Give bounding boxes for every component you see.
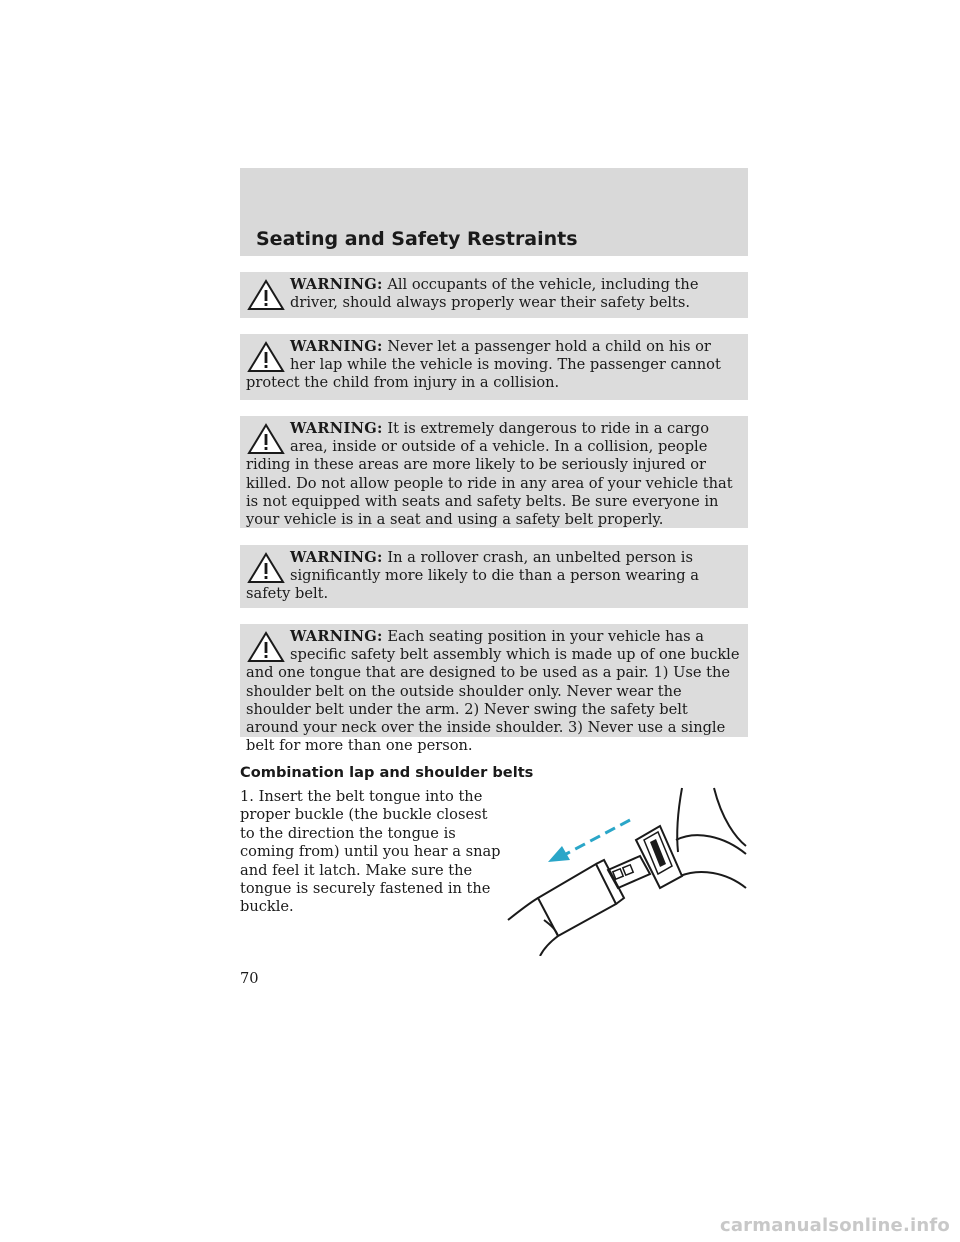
warning-label: WARNING: [290,549,383,566]
warning-text: Each seating position in your vehicle has a specific safety belt assembly which is made up of one buckle and one tongue that are designed to be used as a pair. 1) Use the shoulder belt on the outside shoulder only. Never wear the shoulder belt under the arm. 2) Never swing the safety belt around your neck over the inside shoulder. 3) Never use a single belt for more than one person. [246,628,740,755]
page-number: 70 [240,970,259,987]
step-1-text: 1. Insert the belt tongue into the proper buckle (the buckle closest to the direction the tongue is coming from) until you hear a snap and feel it latch. Make sure the tongue is securely fastened in the buckle. [240,788,501,916]
warning-label: WARNING: [290,628,383,645]
warning-label: WARNING: [290,338,383,355]
warning-box [240,416,748,528]
warning-box [240,545,748,608]
warning-triangle-icon [246,278,286,312]
warning-text: All occupants of the vehicle, including the driver, should always properly wear their safety belts. [290,276,699,312]
warning-text: It is extremely dangerous to ride in a cargo area, inside or outside of a vehicle. In a collision, people riding in these areas are more likely to be seriously injured or killed. Do not allow people to ride in any area of your vehicle that is not equipped with seats and safety belts. Be sure everyone in your vehicle is in a seat and using a safety belt properly. [246,420,733,529]
warning-box [240,624,748,755]
warning-triangle-icon [246,340,286,374]
warning-label: WARNING: [290,276,383,293]
warning-label: WARNING: [290,420,383,437]
warning-box [240,272,748,318]
warning-box [240,334,748,400]
section-title: Seating and Safety Restraints [256,228,578,250]
seatbelt-buckle-illustration [500,780,760,956]
warning-text: Never let a passenger hold a child on his or her lap while the vehicle is moving. The passenger cannot protect the child from injury in a collision. [246,338,721,392]
warning-triangle-icon [246,422,286,456]
warning-triangle-icon [246,630,286,664]
section-header-band [240,168,748,256]
watermark: carmanualsonline.info [719,1215,950,1236]
warning-text: In a rollover crash, an unbelted person is significantly more likely to die than a person wearing a safety belt. [246,549,699,603]
warning-triangle-icon [246,551,286,585]
subsection-heading: Combination lap and shoulder belts [240,764,534,781]
